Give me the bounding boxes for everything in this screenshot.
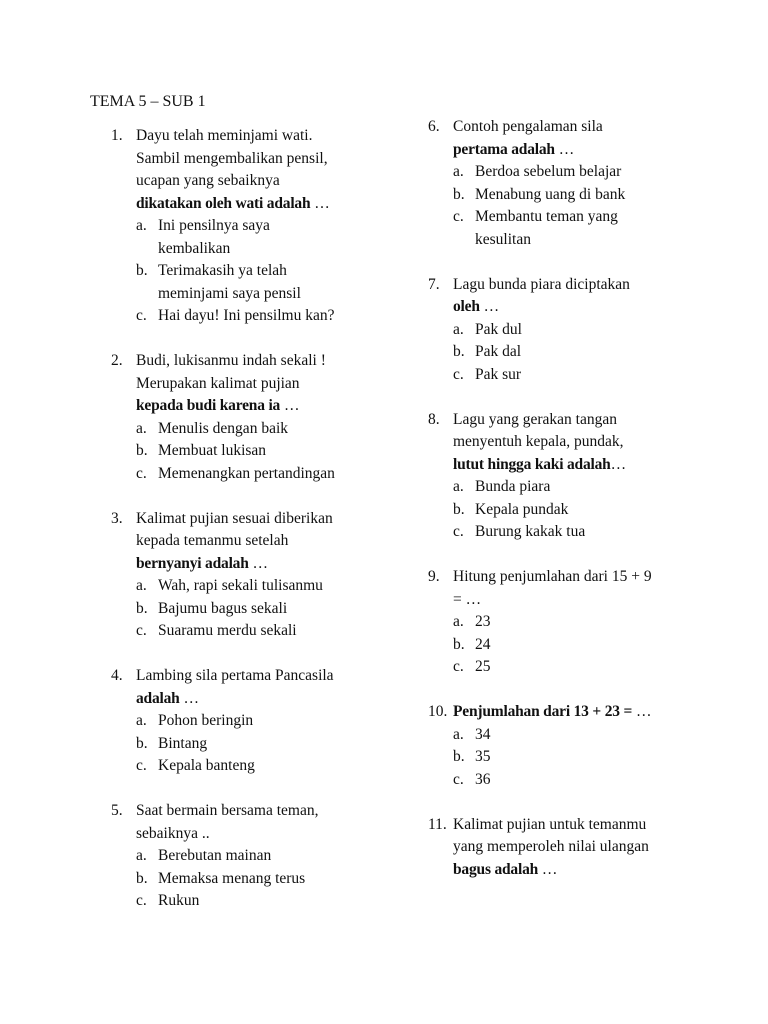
option-text: 25: [475, 658, 491, 675]
question-emphasis: Penjumlahan dari 13 + 23 =: [453, 703, 633, 720]
question-number: 7.: [428, 275, 440, 293]
question-text-line: Merupakan kalimat pujian: [136, 374, 300, 392]
question-number: 10.: [428, 703, 448, 720]
question-number: 4.: [111, 667, 123, 684]
question-number: 5.: [111, 802, 123, 819]
option-text: 23: [475, 613, 491, 630]
question-emphasis: dikatakan oleh wati adalah: [136, 194, 311, 212]
question-first-line: [111, 508, 381, 531]
answer-option: [428, 476, 718, 499]
question-text: Dayu telah meminjami wati.: [136, 127, 313, 144]
question: [428, 409, 718, 544]
question-first-line: [111, 665, 381, 688]
question-emphasis-line: oleh …: [453, 298, 500, 315]
question-emphasis-line: dikatakan oleh wati adalah …: [136, 194, 330, 212]
option-text: Pak dal: [475, 343, 522, 360]
option-label: a.: [453, 613, 464, 630]
question-emphasis: kepada budi karena ia: [136, 397, 281, 414]
question-text: Kalimat pujian sesuai diberikan: [136, 509, 333, 527]
option-text: Rukun: [158, 892, 200, 909]
option-text: 36: [475, 770, 491, 788]
answer-option: [111, 620, 381, 643]
option-text: Wah, rapi sekali tulisanmu: [158, 577, 323, 594]
answer-option: [428, 656, 718, 679]
option-label: a.: [453, 163, 464, 180]
option-text: Berebutan mainan: [158, 847, 272, 864]
question-number: 9.: [428, 568, 440, 585]
answer-option: [428, 769, 718, 792]
option-label: b.: [453, 500, 465, 518]
answer-option: [111, 733, 381, 756]
question-text-line: kepada temanmu setelah: [136, 532, 289, 549]
question-first-line: [428, 116, 718, 139]
option-label: b.: [136, 869, 148, 887]
page-title: TEMA 5 – SUB 1: [90, 93, 206, 110]
option-label: c.: [453, 523, 464, 540]
option-text: Membantu teman yang: [475, 208, 618, 225]
option-text: Menulis dengan baik: [158, 419, 289, 437]
question-emphasis-line: pertama adalah …: [453, 140, 575, 158]
answer-option: [111, 463, 381, 486]
option-label: a.: [136, 577, 147, 594]
answer-option: [111, 868, 381, 891]
question-number: 8.: [428, 410, 440, 428]
option-label: a.: [453, 725, 464, 743]
option-text: Pak sur: [475, 365, 522, 383]
question-emphasis-line: lutut hingga kaki adalah…: [453, 455, 627, 473]
answer-option: [428, 724, 718, 747]
question: [428, 701, 718, 791]
option-label: a.: [136, 217, 147, 234]
option-text: Burung kakak tua: [475, 523, 586, 540]
answer-option: [428, 206, 718, 229]
answer-option: [111, 845, 381, 868]
option-text: Hai dayu! Ini pensilmu kan?: [158, 307, 335, 324]
answer-option: [428, 499, 718, 522]
option-label: c.: [136, 757, 147, 774]
option-label: a.: [453, 478, 464, 495]
question: [428, 814, 718, 882]
answer-option: [111, 710, 381, 733]
answer-option: [428, 521, 718, 544]
question-first-line: [428, 274, 718, 297]
option-label: c.: [453, 770, 464, 788]
option-text-line: kembalikan: [158, 239, 231, 257]
answer-option: [111, 440, 381, 463]
option-label: b.: [136, 262, 148, 279]
question-number: 2.: [111, 352, 123, 369]
question-text: Lagu yang gerakan tangan: [453, 410, 617, 428]
option-text: Suaramu merdu sekali: [158, 622, 297, 639]
option-label: c.: [453, 658, 464, 675]
question: [111, 665, 381, 778]
question-text-line: = …: [453, 590, 482, 608]
question-first-line: [428, 701, 718, 724]
question: [111, 800, 381, 913]
option-label: a.: [453, 320, 464, 338]
question-first-line: [428, 814, 718, 837]
option-text: Berdoa sebelum belajar: [475, 163, 622, 180]
question-number: 3.: [111, 509, 123, 527]
answer-option: [428, 161, 718, 184]
question-first-line: [111, 125, 381, 148]
answer-option: [428, 319, 718, 342]
option-label: b.: [453, 185, 465, 203]
option-text: Pohon beringin: [158, 712, 254, 729]
question-text: Hitung penjumlahan dari 15 + 9: [453, 568, 652, 585]
answer-option: [428, 611, 718, 634]
answer-option: [428, 341, 718, 364]
question-emphasis-line: bagus adalah …: [453, 860, 558, 878]
option-text: Menabung uang di bank: [475, 185, 626, 203]
option-label: c.: [136, 892, 147, 909]
answer-option: [428, 184, 718, 207]
column-left: [111, 125, 381, 935]
option-text: 24: [475, 635, 491, 653]
question: [111, 125, 381, 328]
question-first-line: [428, 566, 718, 589]
option-text: Memenangkan pertandingan: [158, 464, 335, 482]
answer-option: [428, 634, 718, 657]
question-emphasis: adalah: [136, 689, 180, 707]
answer-option: [111, 755, 381, 778]
column-right: [428, 116, 718, 904]
answer-option: [111, 418, 381, 441]
option-label: b.: [136, 734, 148, 752]
answer-option: [111, 575, 381, 598]
question-text-line: Sambil mengembalikan pensil,: [136, 149, 328, 167]
question-text-line: yang memperoleh nilai ulangan: [453, 838, 649, 855]
question: [111, 350, 381, 485]
option-text: Memaksa menang terus: [158, 869, 306, 887]
option-label: c.: [136, 464, 147, 482]
option-label: b.: [453, 635, 465, 653]
question-text: Lagu bunda piara diciptakan: [453, 275, 630, 293]
option-label: b.: [136, 599, 148, 617]
option-text: Ini pensilnya saya: [158, 217, 270, 234]
answer-option: [428, 746, 718, 769]
question-number: 6.: [428, 118, 440, 135]
option-label: c.: [453, 208, 464, 225]
question-emphasis-line: kepada budi karena ia …: [136, 397, 300, 414]
option-text: Pak dul: [475, 320, 522, 338]
option-text: 35: [475, 748, 491, 765]
option-text-line: kesulitan: [475, 230, 531, 248]
option-label: a.: [136, 712, 147, 729]
question-first-line: [111, 350, 381, 373]
question-emphasis: oleh: [453, 298, 480, 315]
option-label: b.: [453, 748, 465, 765]
option-label: a.: [136, 847, 147, 864]
question-text-line: ucapan yang sebaiknya: [136, 172, 280, 189]
question-number: 1.: [111, 127, 123, 144]
question-first-line: [111, 800, 381, 823]
question-text: Lambing sila pertama Pancasila: [136, 667, 334, 684]
question-text: Saat bermain bersama teman,: [136, 802, 319, 819]
option-text: Kepala banteng: [158, 757, 255, 774]
question-number: 11.: [428, 815, 447, 833]
question-first-line: [428, 409, 718, 432]
question-emphasis-line: adalah …: [136, 689, 199, 707]
question-text: Budi, lukisanmu indah sekali !: [136, 352, 326, 369]
option-text: Membuat lukisan: [158, 442, 267, 459]
question-emphasis: bernyanyi adalah: [136, 554, 249, 572]
answer-option: [428, 364, 718, 387]
question-text-line: menyentuh kepala, pundak,: [453, 433, 624, 450]
option-text: Bunda piara: [475, 478, 551, 495]
question-emphasis: lutut hingga kaki adalah: [453, 455, 611, 473]
option-text-line: meminjami saya pensil: [158, 284, 301, 302]
question-emphasis-line: bernyanyi adalah …: [136, 554, 269, 572]
question-text: Penjumlahan dari 13 + 23 = …: [453, 703, 652, 720]
option-label: b.: [136, 442, 148, 459]
question-text: Kalimat pujian untuk temanmu: [453, 815, 647, 833]
question-emphasis: bagus adalah: [453, 860, 539, 878]
option-text: Bajumu bagus sekali: [158, 599, 288, 617]
answer-option: [111, 305, 381, 328]
option-text: 34: [475, 725, 491, 743]
answer-option: [111, 890, 381, 913]
question: [428, 566, 718, 679]
answer-option: [111, 598, 381, 621]
question-text: Contoh pengalaman sila: [453, 118, 603, 135]
question: [428, 116, 718, 251]
answer-option: [111, 215, 381, 238]
option-label: b.: [453, 343, 465, 360]
question: [111, 508, 381, 643]
option-text: Kepala pundak: [475, 500, 569, 518]
option-label: c.: [136, 622, 147, 639]
question: [428, 274, 718, 387]
question-text-line: sebaiknya ..: [136, 824, 210, 842]
option-text: Bintang: [158, 734, 208, 752]
answer-option: [111, 260, 381, 283]
question-emphasis: pertama adalah: [453, 140, 555, 158]
option-text: Terimakasih ya telah: [158, 262, 287, 279]
option-label: c.: [453, 365, 464, 383]
option-label: c.: [136, 307, 147, 324]
option-label: a.: [136, 419, 147, 437]
